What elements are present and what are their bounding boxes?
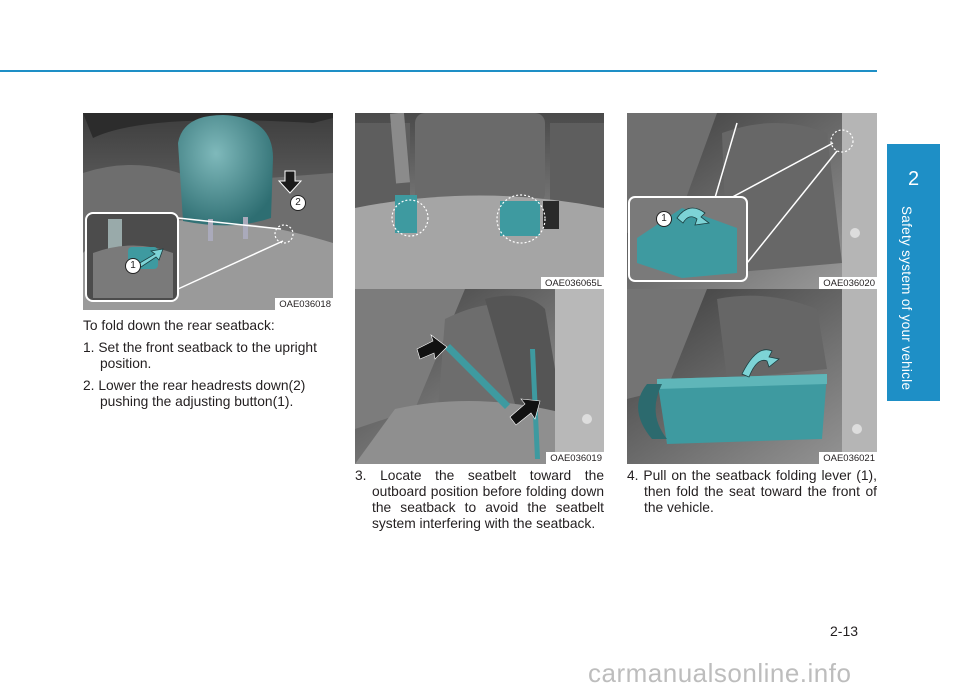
figure-code: OAE036019 bbox=[546, 452, 604, 464]
figure-headrest bbox=[83, 113, 333, 310]
folding-lever-photo bbox=[627, 113, 877, 289]
watermark: carmanualsonline.info bbox=[588, 658, 852, 688]
figure-code: OAE036020 bbox=[819, 277, 877, 289]
intro-text: To fold down the rear seatback: bbox=[83, 318, 275, 333]
callout-1: 1 bbox=[656, 211, 672, 227]
step-4: 4. Pull on the seatback folding lever (1), then fold the seat toward the front of the vehicle. bbox=[627, 468, 877, 515]
column-3-text bbox=[627, 468, 877, 516]
figure-folded-seat bbox=[627, 289, 877, 464]
column-1-text bbox=[83, 318, 335, 410]
chapter-number: 2 bbox=[907, 168, 920, 190]
step-3: 3. Locate the seatbelt toward the outboard position before folding down the seatback to avoid the seatbelt system interfering with the seatback. bbox=[355, 468, 604, 531]
header-rule bbox=[0, 70, 877, 72]
headrest-photo bbox=[83, 113, 333, 310]
seatbelt-photo bbox=[355, 113, 604, 289]
page-number: 2-13 bbox=[830, 623, 859, 639]
column-2-text bbox=[355, 468, 604, 532]
figure-code: OAE036021 bbox=[819, 452, 877, 464]
chapter-tab bbox=[887, 144, 940, 401]
callout-1: 1 bbox=[125, 258, 141, 274]
folded-seat-photo bbox=[627, 289, 877, 464]
step-1: 1. Set the front seatback to the upright position. bbox=[83, 340, 317, 371]
rear-seat-photo bbox=[355, 289, 604, 464]
callout-2: 2 bbox=[290, 195, 306, 211]
step-2: 2. Lower the rear headrests down(2) pushing the adjusting button(1). bbox=[83, 378, 306, 409]
chapter-title: Safety system of your vehicle bbox=[899, 206, 914, 391]
figure-code: OAE036018 bbox=[275, 298, 333, 310]
figure-rear-seat bbox=[355, 289, 604, 464]
figure-code: OAE036065L bbox=[541, 277, 604, 289]
figure-folding-lever bbox=[627, 113, 877, 289]
figure-seatbelts bbox=[355, 113, 604, 289]
